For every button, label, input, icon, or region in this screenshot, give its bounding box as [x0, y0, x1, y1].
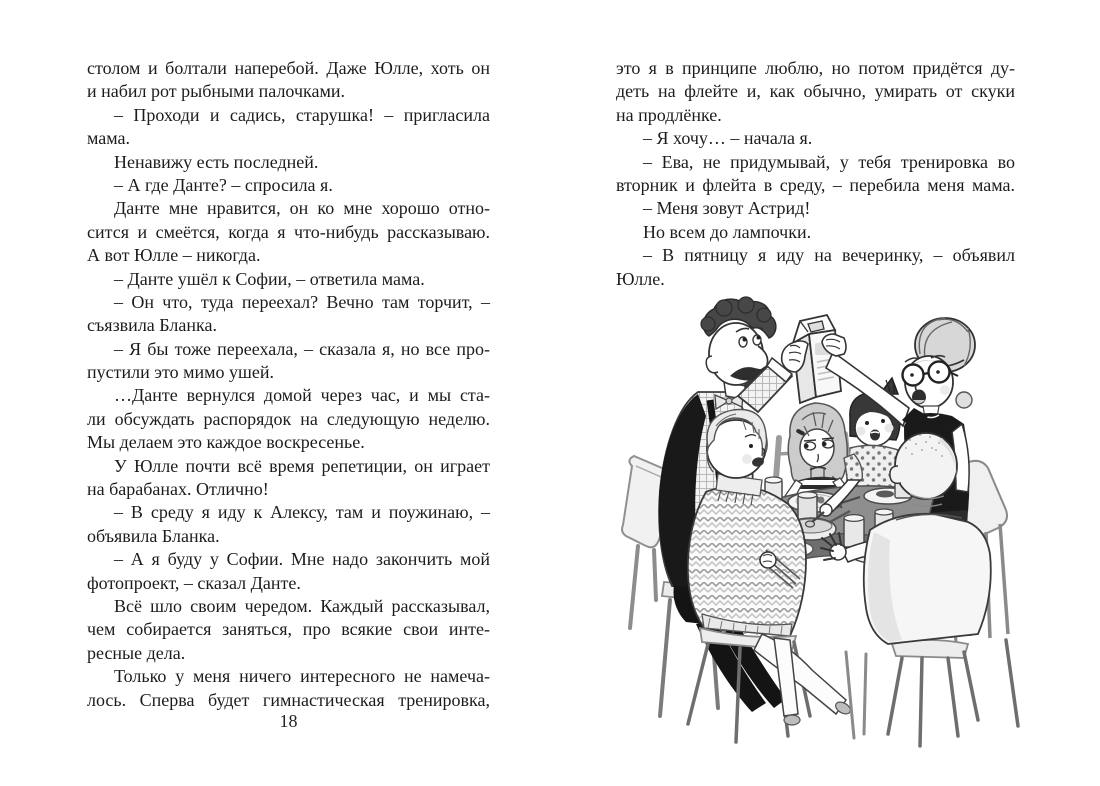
left-page-text	[87, 57, 490, 712]
text-line: Мы делаем это каждое воскресенье.	[87, 432, 365, 453]
text-line: объявила Бланка.	[87, 525, 220, 546]
text-line: вторник и флейта в среду, – перебила меня мама.	[616, 174, 1015, 195]
text-line: У Юлле почти всё время репетиции, он играет	[114, 455, 490, 476]
text-line: и набил рот рыбными палочками.	[87, 81, 345, 102]
text-line: – Меня зовут Астрид!	[643, 198, 811, 219]
text-line: – Данте ушёл к Софии, – ответила мама.	[114, 268, 425, 289]
text-line: съязвила Бланка.	[87, 315, 217, 336]
text-line: Данте мне нравится, он ко мне хорошо отно-	[114, 198, 490, 219]
text-line: А вот Юлле – никогда.	[87, 245, 261, 266]
text-line: – Я хочу… – начала я.	[643, 128, 813, 149]
text-line: ресные дела.	[87, 642, 186, 663]
text-line: – Ева, не придумывай, у тебя тренировка во	[643, 151, 1015, 172]
text-line: – А где Данте? – спросила я.	[114, 174, 333, 195]
text-line: на барабанах. Отлично!	[87, 479, 269, 500]
family-dinner-illustration	[612, 296, 1032, 751]
text-line: – Он что, туда переехал? Вечно там торчит, –	[114, 291, 490, 312]
text-line: Ненавижу есть последней.	[114, 151, 319, 172]
text-line: Юлле.	[616, 268, 665, 289]
text-line: деть на флейте и, как обычно, умирать от скуки	[616, 81, 1015, 102]
text-line: Но всем до лампочки.	[643, 221, 812, 242]
text-line: ли обсуждать распорядок на следующую неделю.	[87, 408, 490, 429]
text-line: фотопроект, – сказал Данте.	[87, 572, 301, 593]
text-line: – А я буду у Софии. Мне надо закончить мой	[114, 549, 490, 570]
text-line: на продлёнке.	[616, 104, 722, 125]
text-line: сится и смеётся, когда я что-нибудь рассказываю.	[87, 221, 490, 242]
text-line: Только у меня ничего интересного не намеча-	[114, 666, 490, 687]
text-line: пустили это мимо ушей.	[87, 362, 274, 383]
page-number: 18	[279, 711, 298, 731]
center-chair-legs	[846, 652, 866, 738]
right-page-text	[616, 57, 1015, 291]
text-line: – Я бы тоже переехала, – сказала я, но все про-	[114, 338, 490, 359]
text-line: Всё шло своим чередом. Каждый рассказывал,	[114, 595, 490, 616]
text-line: это я в принципе люблю, но потом придётся ду-	[616, 58, 1015, 78]
text-line: чем собирается заняться, про всякие свои инте-	[87, 619, 490, 640]
text-line: – В пятницу я иду на вечеринку, – объявил	[643, 245, 1015, 266]
text-line: …Данте вернулся домой через час, и мы ста-	[114, 385, 490, 406]
text-line: – В среду я иду к Алексу, там и поужинаю, –	[114, 502, 490, 523]
text-line: мама.	[87, 128, 131, 149]
text-line: лось. Сперва будет гимнастическая тренировка,	[87, 689, 490, 710]
text-line: столом и болтали наперебой. Даже Юлле, хоть он	[87, 58, 490, 78]
text-line: – Проходи и садись, старушка! – пригласила	[114, 104, 490, 125]
